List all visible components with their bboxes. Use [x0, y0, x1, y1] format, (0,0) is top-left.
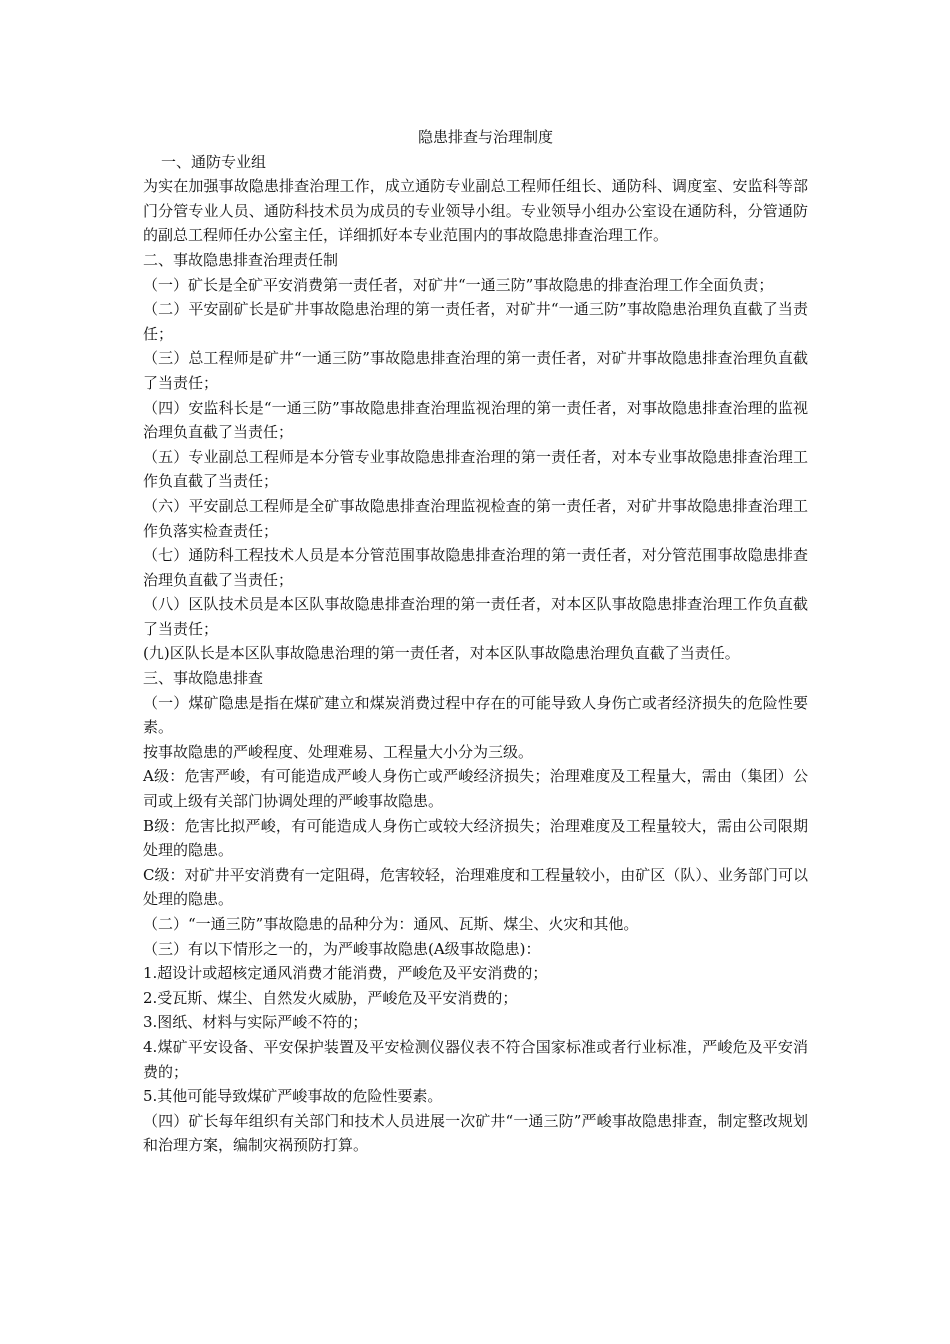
paragraph: B级：危害比拟严峻，有可能造成人身伤亡或较大经济损失；治理难度及工程量较大，需由公司限期处理的隐患。	[143, 816, 808, 860]
paragraph: （二）平安副矿长是矿井事故隐患治理的第一责任者，对矿井“一通三防”事故隐患治理负直截了当责任；	[143, 300, 808, 343]
paragraph: （一）矿长是全矿平安消费第一责任者，对矿井“一通三防”事故隐患的排查治理工作全面负责；	[143, 275, 774, 294]
paragraph: （三）总工程师是矿井“一通三防”事故隐患排查治理的第一责任者，对矿井事故隐患排查治理负直截了当责任；	[143, 349, 808, 392]
document-title: 隐患排查与治理制度	[417, 128, 553, 146]
section-heading-2: 二、事故隐患排查治理责任制	[143, 250, 339, 269]
paragraph: A级：危害严峻，有可能造成严峻人身伤亡或严峻经济损失；治理难度及工程量大，需由（集团）公司或上级有关部门协调处理的严峻事故隐患。	[143, 767, 808, 811]
section-heading-1: 一、通防专业组	[161, 152, 267, 171]
list-item: 3.图纸、材料与实际严峻不符的；	[143, 1013, 368, 1032]
paragraph: (九)区队长是本区队事故隐患治理的第一责任者，对本区队事故隐患治理负直截了当责任。	[143, 644, 740, 663]
paragraph: 按事故隐患的严峻程度、处理难易、工程量大小分为三级。	[143, 742, 534, 761]
paragraph: C级：对矿井平安消费有一定阻碍，危害较轻，治理难度和工程量较小，由矿区（队）、业务部门可以处理的隐患。	[143, 865, 808, 909]
paragraph: （二）“一通三防”事故隐患的品种分为：通风、瓦斯、煤尘、火灾和其他。	[143, 915, 639, 933]
paragraph: （三）有以下情形之一的，为严峻事故隐患(A级事故隐患)：	[143, 939, 541, 958]
list-item: 2.受瓦斯、煤尘、自然发火威胁，严峻危及平安消费的；	[143, 988, 518, 1007]
paragraph: （八）区队技术员是本区队事故隐患排查治理的第一责任者，对本区队事故隐患排查治理工作负直截了当责任；	[143, 595, 808, 638]
paragraph: （五）专业副总工程师是本分管专业事故隐患排查治理的第一责任者，对本专业事故隐患排查治理工作负直截了当责任；	[143, 447, 808, 491]
section-heading-3: 三、事故隐患排查	[143, 669, 264, 688]
paragraph: （一）煤矿隐患是指在煤矿建立和煤炭消费过程中存在的可能导致人身伤亡或者经济损失的危险性要素。	[143, 693, 808, 737]
paragraph: （四）矿长每年组织有关部门和技术人员进展一次矿井“一通三防”严峻事故隐患排查，制定整改规划和治理方案，编制灾祸预防打算。	[143, 1111, 808, 1155]
list-item: 4.煤矿平安设备、平安保护装置及平安检测仪器仪表不符合国家标准或者行业标准，严峻危及平安消费的；	[143, 1037, 808, 1081]
document-page	[143, 125, 808, 1158]
list-item: 5.其他可能导致煤矿严峻事故的危险性要素。	[143, 1087, 443, 1106]
paragraph: （四）安监科长是“一通三防”事故隐患排查治理监视治理的第一责任者，对事故隐患排查治理的监视治理负直截了当责任；	[143, 398, 808, 442]
list-item: 1.超设计或超核定通风消费才能消费，严峻危及平安消费的；	[143, 964, 548, 983]
paragraph: （六）平安副总工程师是全矿事故隐患排查治理监视检查的第一责任者，对矿井事故隐患排查治理工作负落实检查责任；	[143, 496, 808, 540]
paragraph: 为实在加强事故隐患排查治理工作，成立通防专业副总工程师任组长、通防科、调度室、安监科等部门分管专业人员、通防科技术员为成员的专业领导小组。专业领导小组办公室设在通防科，分管通防的副总工程师任办公室主任，详细抓好本专业范围内的事故隐患排查治理工作。	[143, 177, 808, 245]
paragraph: （七）通防科工程技术人员是本分管范围事故隐患排查治理的第一责任者，对分管范围事故隐患排查治理负直截了当责任；	[143, 546, 808, 589]
